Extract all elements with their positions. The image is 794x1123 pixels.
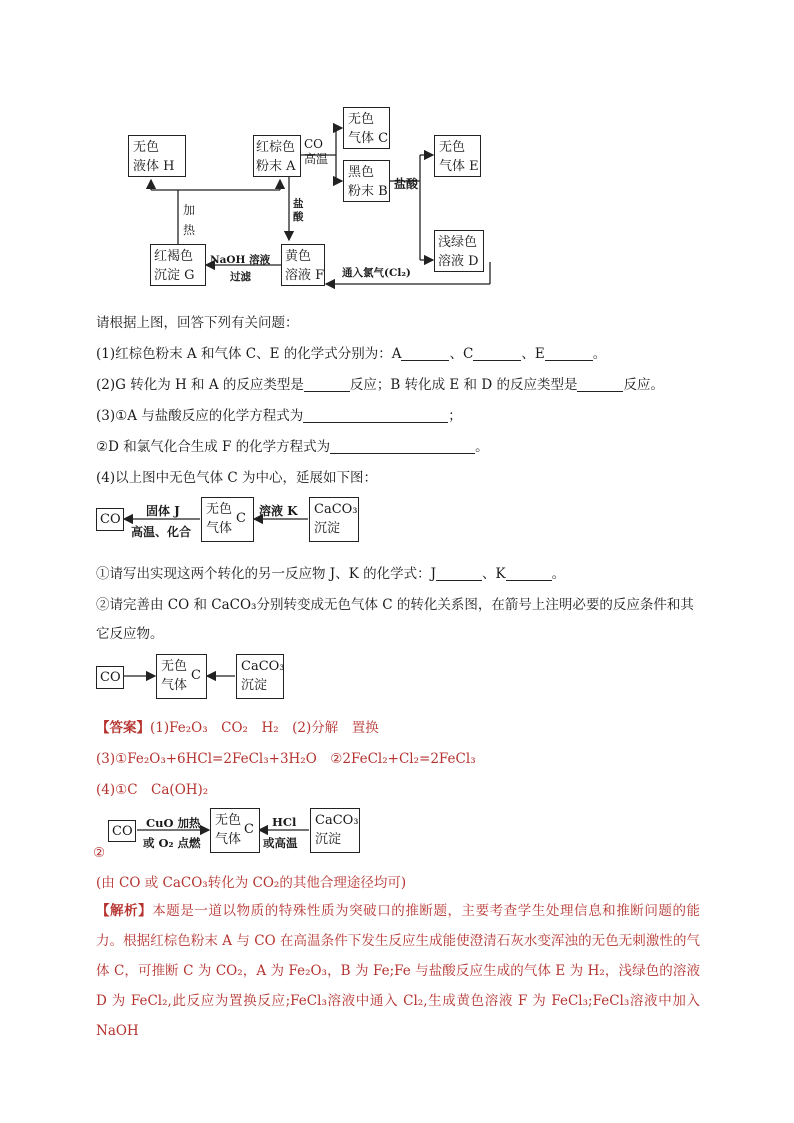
- question-4-2-line2: 它反应物。: [96, 626, 164, 642]
- box-caco3-3: CaCO₃ 沉淀: [236, 654, 284, 699]
- q2-text-b: 反应；B 转化成 E 和 D 的反应类型是: [349, 377, 578, 393]
- label-filter: 过滤: [230, 271, 251, 283]
- box-gas-e: 无色 气体 E: [434, 135, 481, 177]
- box-gas-c-2: 无色 气体: [201, 497, 254, 542]
- label-naoh: NaOH 溶液: [210, 254, 271, 266]
- question-intro: 请根据上图，回答下列有关问题：: [96, 315, 299, 331]
- label-chlorine: 通入氯气(Cl₂): [342, 267, 411, 279]
- q2-text-a: (2)G 转化为 H 和 A 的反应类型是: [96, 377, 304, 393]
- question-4: (4)以上图中无色气体 C 为中心，延展如下图：: [96, 470, 378, 486]
- analysis-text: 本题是一道以物质的特殊性质为突破口的推断题，主要考查学生处理信息和推断问题的能力。根据红棕色粉末 A 与 CO 在高温条件下发生反应生成能使澄清石灰水变浑浊的无色无刺激性的气体 C，可推断 C 为 CO₂，A 为 Fe₂O₃，B 为 Fe;Fe 与盐酸反应生成的气体 E 为 H₂，浅绿色的溶液 D 为 FeCl₂,此反应为置换反应;FeCl₃溶液中通入 Cl₂,生成黄色溶液 F 为 FeCl₃;FeCl₃溶液中加入 NaOH: [96, 903, 701, 1039]
- label-hcl-a: 盐 酸: [293, 198, 304, 223]
- answer-text-1: (1)Fe₂O₃ CO₂ H₂ (2)分解 置换: [150, 720, 379, 736]
- q3b-end: 。: [475, 439, 489, 455]
- q1-e-text: 、E: [521, 346, 545, 362]
- q1-end: 。: [592, 346, 607, 362]
- q41-end: 。: [551, 566, 566, 582]
- box-gas-c-3-letter: C: [191, 668, 201, 683]
- label-high-temp-combine: 高温、化合: [131, 525, 192, 539]
- q41-text: ①请写出实现这两个转化的另一反应物 J、K 的化学式：J: [96, 566, 436, 582]
- answer-tag: 【答案】: [96, 720, 150, 736]
- box-liquid-h: 无色 液体 H: [128, 135, 186, 177]
- answer-box-gas-c-letter: C: [244, 822, 254, 837]
- q3a-text: (3)①A 与盐酸反应的化学方程式为: [96, 408, 304, 424]
- box-powder-a: 红棕色 粉末 A: [253, 135, 301, 177]
- box-precipitate-g: 红褐色 沉淀 G: [150, 244, 206, 286]
- label-heat: 加 热: [183, 203, 196, 237]
- q1-text: (1)红棕色粉末 A 和气体 C、E 的化学式分别为：A: [96, 346, 402, 362]
- box-solution-f: 黄色 溶液 F: [281, 244, 325, 286]
- q3a-end: ；: [448, 408, 462, 424]
- analysis-paragraph: [96, 896, 700, 1046]
- answer-line-2: (3)①Fe₂O₃+6HCl=2FeCl₃+3H₂O ②2FeCl₂+Cl₂=2FeCl₃: [96, 751, 476, 767]
- answer-circle-2: ②: [93, 845, 106, 861]
- label-o2-ignite: 或 O₂ 点燃: [143, 836, 201, 850]
- box-caco3: CaCO₃ 沉淀: [309, 497, 359, 542]
- box-powder-b: 黑色 粉末 B: [343, 160, 390, 202]
- label-hcl-b: 盐酸: [394, 177, 419, 191]
- box-gas-c-2-letter: C: [236, 511, 246, 526]
- answer-box-co: CO: [108, 820, 136, 842]
- box-co: CO: [96, 508, 124, 531]
- q3b-text: ②D 和氯气化合生成 F 的化学方程式为: [96, 439, 331, 455]
- q1-c-text: 、C: [449, 346, 474, 362]
- answer-box-caco3: CaCO₃ 沉淀: [310, 808, 360, 853]
- box-co-3: CO: [96, 666, 124, 689]
- answer-line-3: (4)①C Ca(OH)₂: [96, 782, 209, 798]
- box-solution-d: 浅绿色 溶液 D: [434, 230, 484, 272]
- analysis-tag: 【解析】: [96, 903, 153, 919]
- answer-note: (由 CO 或 CaCO₃转化为 CO₂的其他合理途径均可): [96, 875, 407, 891]
- box-gas-c-3: 无色 气体: [156, 654, 207, 699]
- label-co-high-temp: CO 高温: [304, 137, 329, 166]
- question-4-2-line1: ②请完善由 CO 和 CaCO₃分别转变成无色气体 C 的转化关系图，在箭号上注明必要的反应条件和其: [96, 597, 694, 613]
- label-solid-j: 固体 J: [146, 504, 180, 518]
- label-cuo-heat: CuO 加热: [146, 816, 201, 830]
- q41-k-text: 、K: [482, 566, 506, 582]
- q2-text-c: 反应。: [623, 377, 664, 393]
- label-solution-k: 溶液 K: [259, 504, 298, 518]
- answer-box-gas-c: 无色 气体: [210, 808, 260, 853]
- box-gas-c: 无色 气体 C: [343, 107, 390, 149]
- label-or-high-temp: 或高温: [263, 836, 298, 850]
- label-hcl-answer: HCl: [272, 815, 297, 829]
